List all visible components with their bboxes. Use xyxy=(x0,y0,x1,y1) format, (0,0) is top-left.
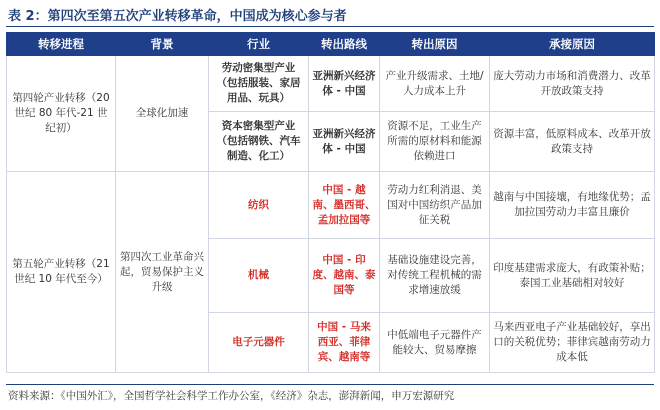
in-reason-cell: 越南与中国接壤，有地缘优势；孟加拉国劳动力丰富且廉价 xyxy=(490,172,655,239)
route-cell: 中国 - 马来西亚、菲律宾、越南等 xyxy=(309,313,380,373)
industry-cell: 机械 xyxy=(209,239,309,313)
out-reason-cell: 基础设施建设完善，对传统工程机械的需求增速放缓 xyxy=(380,239,490,313)
in-reason-cell: 印度基建需求庞大，有政策补贴；泰国工业基础相对较好 xyxy=(490,239,655,313)
industry-transfer-table xyxy=(6,32,655,373)
source-note: 资料来源：《中国外汇》，全国哲学社会科学工作办公室，《经济》杂志，澎湃新闻，申万宏源研究 xyxy=(8,390,455,402)
header-in-reason: 承接原因 xyxy=(490,33,655,56)
header-industry: 行业 xyxy=(209,33,309,56)
industry-cell: 劳动密集型产业（包括服装、家居用品、玩具） xyxy=(209,56,309,112)
industry-cell: 资本密集型产业（包括钢铁、汽车制造、化工） xyxy=(209,112,309,172)
route-cell: 亚洲新兴经济体 - 中国 xyxy=(309,56,380,112)
header-out-reason: 转出原因 xyxy=(380,33,490,56)
route-cell: 亚洲新兴经济体 - 中国 xyxy=(309,112,380,172)
route-cell: 中国 - 印度、越南、泰国等 xyxy=(309,239,380,313)
background-cell-round4: 全球化加速 xyxy=(116,56,209,172)
in-reason-cell: 庞大劳动力市场和消费潜力、改革开放政策支持 xyxy=(490,56,655,112)
title-rule xyxy=(6,26,654,27)
out-reason-cell: 中低端电子元器件产能较大、贸易摩擦 xyxy=(380,313,490,373)
industry-cell: 纺织 xyxy=(209,172,309,239)
in-reason-cell: 资源丰富，低原料成本、改革开放政策支持 xyxy=(490,112,655,172)
out-reason-cell: 产业升级需求、土地/人力成本上升 xyxy=(380,56,490,112)
route-cell: 中国 - 越南、墨西哥、孟加拉国等 xyxy=(309,172,380,239)
header-row xyxy=(7,33,655,56)
in-reason-cell: 马来西亚电子产业基础较好，享出口的关税优势；菲律宾越南劳动力成本低 xyxy=(490,313,655,373)
process-cell-round4: 第四轮产业转移（20 世纪 80 年代-21 世纪初） xyxy=(7,56,116,172)
table-row xyxy=(7,56,655,112)
header-process: 转移进程 xyxy=(7,33,116,56)
background-cell-round5: 第四次工业革命兴起，贸易保护主义升级 xyxy=(116,172,209,373)
process-cell-round5: 第五轮产业转移（21 世纪 10 年代至今） xyxy=(7,172,116,373)
out-reason-cell: 劳动力红利消退、美国对中国纺织产品加征关税 xyxy=(380,172,490,239)
header-background: 背景 xyxy=(116,33,209,56)
header-route: 转出路线 xyxy=(309,33,380,56)
out-reason-cell: 资源不足，工业生产所需的原材料和能源依赖进口 xyxy=(380,112,490,172)
table-row xyxy=(7,172,655,239)
source-rule xyxy=(6,384,654,385)
table-title: 表 2：第四次至第五次产业转移革命，中国成为核心参与者 xyxy=(8,9,347,24)
industry-cell: 电子元器件 xyxy=(209,313,309,373)
